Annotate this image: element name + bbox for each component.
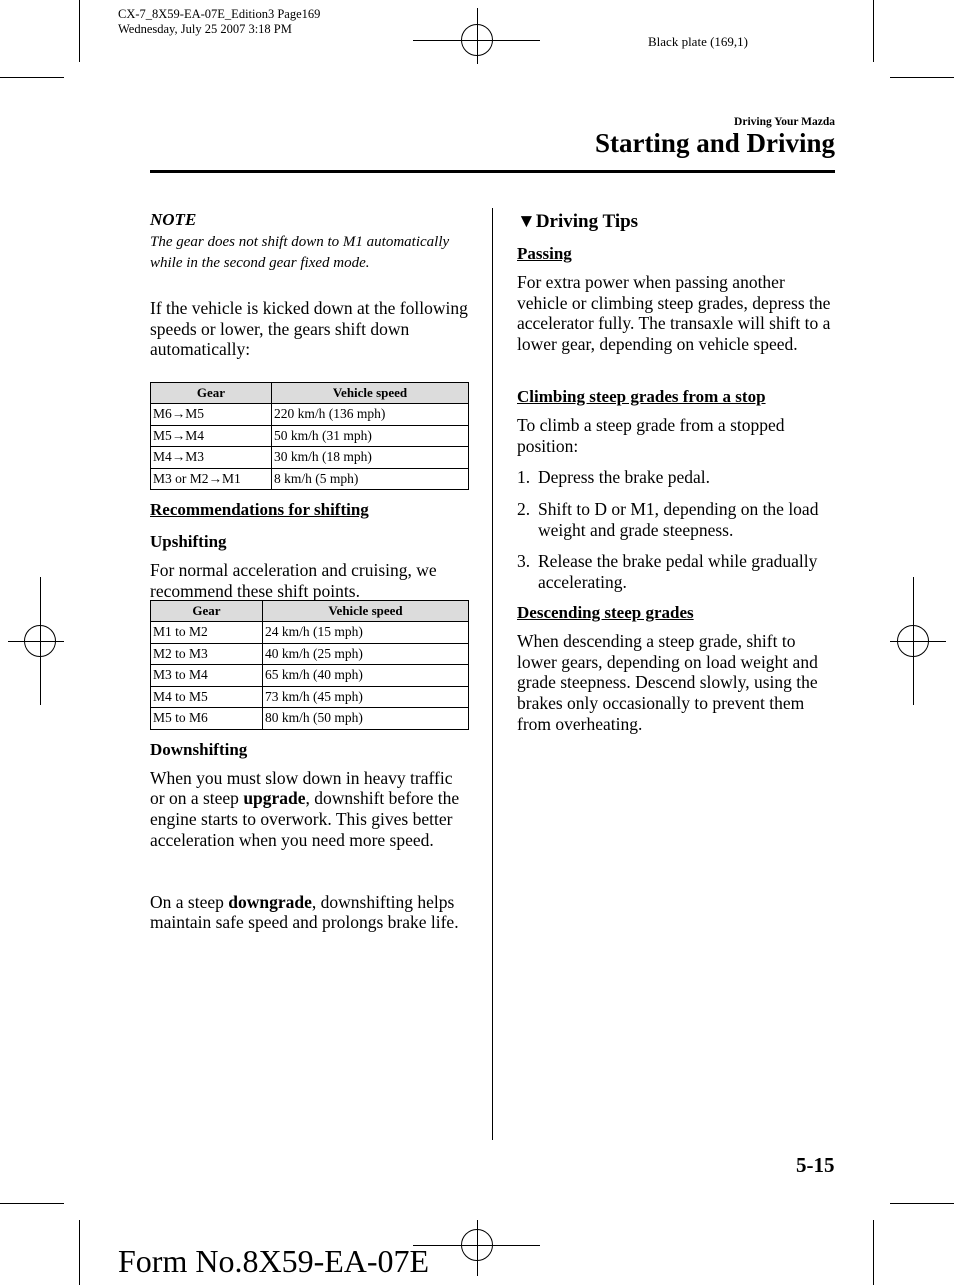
table-row: [151, 686, 469, 708]
table-cell-gear: M1 to M2: [151, 622, 263, 644]
print-slug: [118, 7, 320, 37]
table-header-row: [151, 601, 469, 622]
table-cell-speed: 24 km/h (15 mph): [263, 622, 469, 644]
table-header-row: [151, 383, 469, 404]
descending-heading: Descending steep grades: [517, 603, 694, 622]
climbing-paragraph: To climb a steep grade from a stopped position:: [517, 415, 785, 456]
table-cell-gear: M4→M3: [151, 447, 272, 469]
table-cell-speed: 30 km/h (18 mph): [272, 447, 469, 469]
table-cell-gear: M5→M4: [151, 425, 272, 447]
page-number: 5-15: [796, 1153, 835, 1177]
downshifting-paragraph-1: When you must slow down in heavy traffic or on a steep upgrade, downshift before the engine starts to overwork. This gives better acceleration when you need more speed.: [150, 767, 460, 850]
table-cell-speed: 8 km/h (5 mph): [272, 468, 469, 490]
list-item: 2. Shift to D or M1, depending on the load weight and grade steepness.: [517, 499, 819, 540]
table-cell-gear: M3 to M4: [151, 665, 263, 687]
climbing-steps-list: [517, 467, 837, 603]
table-row: [151, 643, 469, 665]
section-label: Driving Your Mazda: [734, 116, 835, 128]
slug-line-1: CX-7_8X59-EA-07E_Edition3 Page169: [118, 7, 321, 21]
table-header-speed: Vehicle speed: [263, 601, 469, 622]
downshifting-paragraph-2: On a steep downgrade, downshifting helps maintain safe speed and prolongs brake life.: [150, 891, 459, 933]
slug-line-2: Wednesday, July 25 2007 3:18 PM: [118, 22, 292, 36]
table-row: [151, 468, 469, 490]
table-cell-gear: M5 to M6: [151, 708, 263, 730]
note-text: The gear does not shift down to M1 automatically while in the second gear fixed mode.: [150, 234, 450, 271]
table-header-gear: Gear: [151, 383, 272, 404]
right-column: [517, 211, 837, 735]
table-cell-speed: 73 km/h (45 mph): [263, 686, 469, 708]
upshifting-heading: Upshifting: [150, 532, 227, 551]
form-number: Form No.8X59-EA-07E: [118, 1243, 430, 1279]
table-cell-gear: M2 to M3: [151, 643, 263, 665]
column-divider: [492, 208, 493, 1140]
upshifting-paragraph: For normal acceleration and cruising, we recommend these shift points.: [150, 560, 437, 601]
table-row: [151, 425, 469, 447]
table-cell-speed: 40 km/h (25 mph): [263, 643, 469, 665]
note-heading: NOTE: [150, 210, 197, 229]
plate-label: Black plate (169,1): [648, 34, 748, 49]
left-column: [150, 210, 470, 933]
table-cell-speed: 50 km/h (31 mph): [272, 425, 469, 447]
note-block: [150, 210, 470, 298]
page-title: Starting and Driving: [594, 128, 835, 158]
triangle-down-icon: ▼: [517, 211, 536, 232]
descending-paragraph: When descending a steep grade, shift to lower gears, depending on load weight and grade steepness. Descend slowly, using the brakes only occasionally to prevent them from overheating.: [517, 631, 818, 734]
table-cell-speed: 80 km/h (50 mph): [263, 708, 469, 730]
kickdown-speed-table: [150, 382, 469, 490]
table-cell-gear: M4 to M5: [151, 686, 263, 708]
climbing-heading: Climbing steep grades from a stop: [517, 387, 766, 406]
driving-tips-heading: ▼Driving Tips: [517, 211, 639, 232]
downshifting-heading: Downshifting: [150, 739, 248, 759]
kickdown-paragraph: If the vehicle is kicked down at the following speeds or lower, the gears shift down automatically:: [150, 298, 468, 360]
header-rule: [150, 170, 835, 173]
table-header-speed: Vehicle speed: [272, 383, 469, 404]
shift-points-table: [150, 600, 469, 730]
table-header-gear: Gear: [151, 601, 263, 622]
table-cell-speed: 220 km/h (136 mph): [272, 404, 469, 426]
list-item: 1. Depress the brake pedal.: [517, 467, 711, 487]
table-row: [151, 665, 469, 687]
list-item: 3. Release the brake pedal while gradually accelerating.: [517, 551, 818, 592]
passing-paragraph: For extra power when passing another vehicle or climbing steep grades, depress the accelerator fully. The transaxle will shift to a lower gear, depending on vehicle speed.: [517, 272, 831, 355]
table-row: [151, 622, 469, 644]
table-row: [151, 404, 469, 426]
passing-heading: Passing: [517, 244, 572, 263]
table-row: [151, 708, 469, 730]
table-cell-gear: M3 or M2→M1: [151, 468, 272, 490]
table-cell-gear: M6→M5: [151, 404, 272, 426]
table-cell-speed: 65 km/h (40 mph): [263, 665, 469, 687]
table-row: [151, 447, 469, 469]
recommendations-heading: Recommendations for shifting: [150, 500, 369, 519]
